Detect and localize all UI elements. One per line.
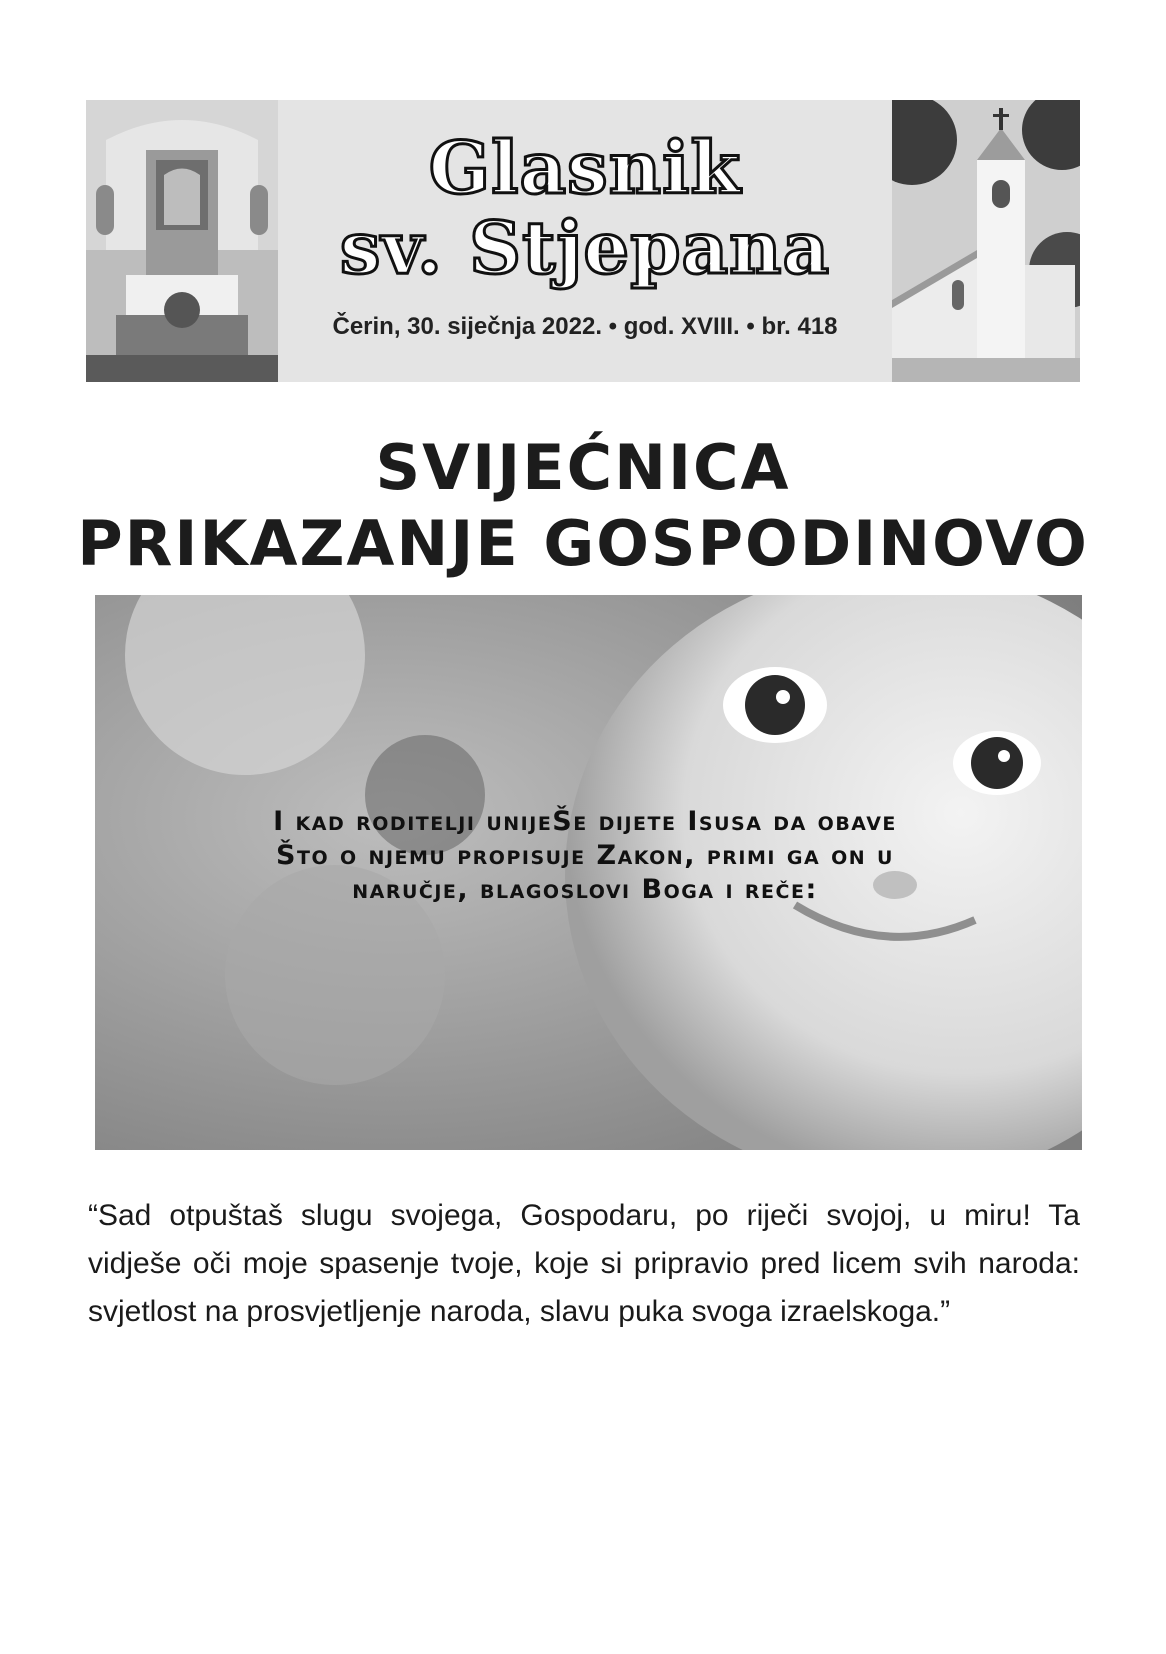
- church-interior-photo: [86, 100, 278, 382]
- caption-line3: naručje, blagoslovi Boga i reče:: [352, 874, 818, 905]
- headline-line2: PRIKAZANJE GOSPODINOVO: [77, 507, 1089, 580]
- caption-line1: I kad roditelji unijeŠe dijete Isusa da obave: [273, 806, 897, 837]
- baby-photo: [95, 595, 1082, 1150]
- simeon-canticle-quote: “Sad otpuštaš slugu svojega, Gospodaru, po riječi svojoj, u miru! Ta vidješe oči moje spasenje tvoje, koje si pripravio pred licem svih naroda: svjetlost na prosvjetljenje naroda, slavu puka svoga izraelskoga.”: [88, 1199, 1080, 1328]
- church-exterior-photo: [892, 100, 1080, 382]
- scripture-caption: [195, 805, 975, 907]
- newsletter-title-line1: Glasnik: [428, 125, 742, 210]
- issue-info: Čerin, 30. siječnja 2022. • god. XVIII. • br. 418: [332, 313, 838, 340]
- caption-line2: Što o njemu propisuje Zakon, primi ga on u: [276, 840, 894, 871]
- headline-line1: SVIJEĆNICA: [375, 431, 791, 504]
- newsletter-title-line2: sv. Stjepana: [339, 205, 831, 290]
- feast-headline: [60, 430, 1106, 582]
- newsletter-title: [278, 125, 892, 290]
